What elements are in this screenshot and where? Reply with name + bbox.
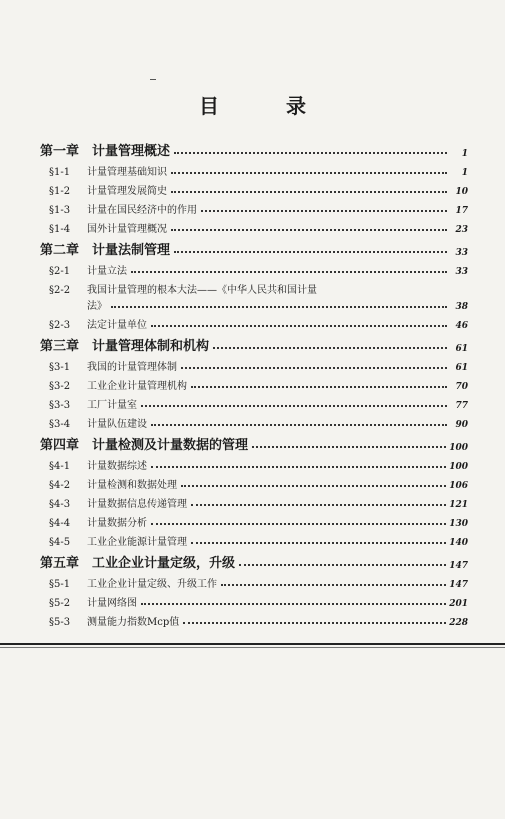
leader-dots [183, 612, 446, 624]
toc-entry-number: §4-4 [49, 518, 71, 529]
toc-entry-number: 第一章 [40, 144, 80, 159]
toc-chapter-row [40, 430, 468, 453]
toc-page-number: 1 [461, 149, 468, 159]
leader-dots [191, 494, 446, 506]
leader-dots [239, 554, 446, 566]
leader-dots [151, 414, 447, 426]
leader-dots [171, 162, 447, 174]
toc-page-number: 140 [449, 538, 468, 548]
toc-section-row [40, 609, 468, 628]
toc-section-row [40, 453, 468, 472]
toc-entry-title: 计量管理发展简史 [87, 186, 167, 197]
toc-entry-title: 计量管理体制和机构 [92, 339, 210, 354]
toc-page-number: 100 [449, 443, 468, 453]
leader-dots [141, 593, 446, 605]
toc-section-row [40, 411, 468, 430]
leader-dots [111, 296, 447, 308]
leader-dots [221, 574, 446, 586]
toc-chapter-row [40, 136, 468, 159]
toc-page-number: 10 [455, 187, 468, 197]
toc-entry-title: 国外计量管理概况 [87, 224, 167, 235]
toc-entry-number: §1-2 [49, 186, 71, 197]
toc-page-number: 147 [449, 561, 468, 571]
toc-page-number: 61 [455, 344, 468, 354]
toc-entry-number: §1-3 [49, 205, 71, 216]
toc-page-number: 46 [455, 321, 468, 331]
toc-section-row [40, 472, 468, 491]
leader-dots [174, 142, 447, 154]
toc-entry-number: §2-3 [49, 320, 71, 331]
toc-section-row [40, 529, 468, 548]
toc-entry-number: §3-3 [49, 400, 71, 411]
leader-dots [141, 395, 447, 407]
toc-page-number: 1 [461, 168, 468, 178]
leader-dots [151, 315, 447, 327]
toc-entry-number: §4-5 [49, 537, 71, 548]
toc-entry-number: §3-1 [49, 362, 71, 373]
toc-section-row [40, 296, 468, 312]
toc-entry-number: §3-2 [49, 381, 71, 392]
toc-entry-title: 工业企业计量管理机构 [87, 381, 187, 392]
leader-dots [171, 219, 447, 231]
toc-section-row [40, 258, 468, 277]
toc-section-row [40, 373, 468, 392]
toc-section-row [40, 510, 468, 529]
toc-entry-number: 第二章 [40, 243, 80, 258]
toc-section-row [40, 590, 468, 609]
toc-entry-title: 工业企业能源计量管理 [87, 537, 187, 548]
toc-chapter-row [40, 235, 468, 258]
leader-dots [181, 357, 447, 369]
toc-entry-title: 我国的计量管理体制 [87, 362, 177, 373]
toc-chapter-row [40, 548, 468, 571]
toc-page-number: 38 [455, 302, 468, 312]
toc-entry-number: 第五章 [40, 556, 80, 571]
toc-page-number: 100 [449, 462, 468, 472]
leader-dots [151, 513, 446, 525]
toc-entry-title: 计量检测及计量数据的管理 [92, 438, 249, 453]
toc-entry-title: 法》 [87, 301, 107, 312]
toc-entry-title: 计量数据综述 [87, 461, 147, 472]
toc-section-row [40, 277, 468, 296]
toc-section-row [40, 197, 468, 216]
leader-dots [171, 181, 447, 193]
toc-section-row [40, 354, 468, 373]
page-bottom-rule-thin [0, 647, 505, 648]
table-of-contents [40, 136, 468, 628]
toc-entry-title: 我国计量管理的根本大法——《中华人民共和国计量 [87, 285, 317, 296]
toc-page-number: 61 [455, 363, 468, 373]
toc-entry-title: 法定计量单位 [87, 320, 147, 331]
ink-speck [150, 79, 156, 80]
toc-section-row [40, 392, 468, 411]
toc-page-number: 90 [455, 420, 468, 430]
toc-page-number: 33 [455, 267, 468, 277]
toc-entry-number: 第三章 [40, 339, 80, 354]
toc-entry-title: 工业企业计量定级、升级工作 [87, 579, 217, 590]
toc-section-row [40, 491, 468, 510]
leader-dots [131, 261, 447, 273]
toc-section-row [40, 159, 468, 178]
toc-section-row [40, 571, 468, 590]
leader-dots [201, 200, 447, 212]
toc-entry-number: §3-4 [49, 419, 71, 430]
toc-entry-title: 计量检测和数据处理 [87, 480, 177, 491]
toc-entry-number: §4-3 [49, 499, 71, 510]
toc-entry-number: §4-2 [49, 480, 71, 491]
toc-page-number: 70 [455, 382, 468, 392]
toc-section-row [40, 312, 468, 331]
toc-section-row [40, 216, 468, 235]
toc-page-number: 201 [449, 599, 468, 609]
toc-entry-title: 工业企业计量定级，升级 [92, 556, 236, 571]
toc-entry-title: 计量数据分析 [87, 518, 147, 529]
toc-section-row [40, 178, 468, 197]
toc-page-number: 228 [449, 618, 468, 628]
toc-page-number: 33 [455, 248, 468, 258]
toc-entry-title: 计量网络图 [87, 598, 137, 609]
toc-entry-title: 计量法制管理 [92, 243, 171, 258]
leader-dots [151, 456, 446, 468]
toc-page-number: 147 [449, 580, 468, 590]
toc-entry-number: §5-2 [49, 598, 71, 609]
toc-chapter-row [40, 331, 468, 354]
toc-entry-number: §4-1 [49, 461, 71, 472]
page-title: 目 录 [199, 94, 336, 118]
toc-entry-number: §5-1 [49, 579, 71, 590]
toc-page-number: 17 [455, 206, 468, 216]
toc-entry-number: 第四章 [40, 438, 80, 453]
leader-dots [191, 532, 446, 544]
toc-entry-number: §1-1 [49, 167, 71, 178]
toc-entry-number: §5-3 [49, 617, 71, 628]
toc-entry-title: 测量能力指数Mcp值 [87, 617, 180, 628]
toc-page-number: 77 [455, 401, 468, 411]
leader-dots [252, 436, 446, 448]
toc-entry-number: §2-1 [49, 266, 71, 277]
toc-entry-title: 计量数据信息传递管理 [87, 499, 187, 510]
toc-entry-title: 工厂计量室 [87, 400, 137, 411]
leader-dots [213, 337, 447, 349]
toc-entry-title: 计量队伍建设 [87, 419, 147, 430]
toc-entry-title: 计量在国民经济中的作用 [87, 205, 197, 216]
leader-dots [174, 241, 447, 253]
leader-dots [181, 475, 446, 487]
toc-entry-title: 计量立法 [87, 266, 127, 277]
toc-page-number: 121 [449, 500, 468, 510]
toc-entry-number: §2-2 [49, 285, 71, 296]
toc-page-number: 106 [449, 481, 468, 491]
leader-dots [191, 376, 447, 388]
toc-page-number: 23 [455, 225, 468, 235]
toc-entry-title: 计量管理基础知识 [87, 167, 167, 178]
page-bottom-rule [0, 643, 505, 645]
toc-entry-title: 计量管理概述 [92, 144, 171, 159]
toc-entry-number: §1-4 [49, 224, 71, 235]
toc-page-number: 130 [449, 519, 468, 529]
